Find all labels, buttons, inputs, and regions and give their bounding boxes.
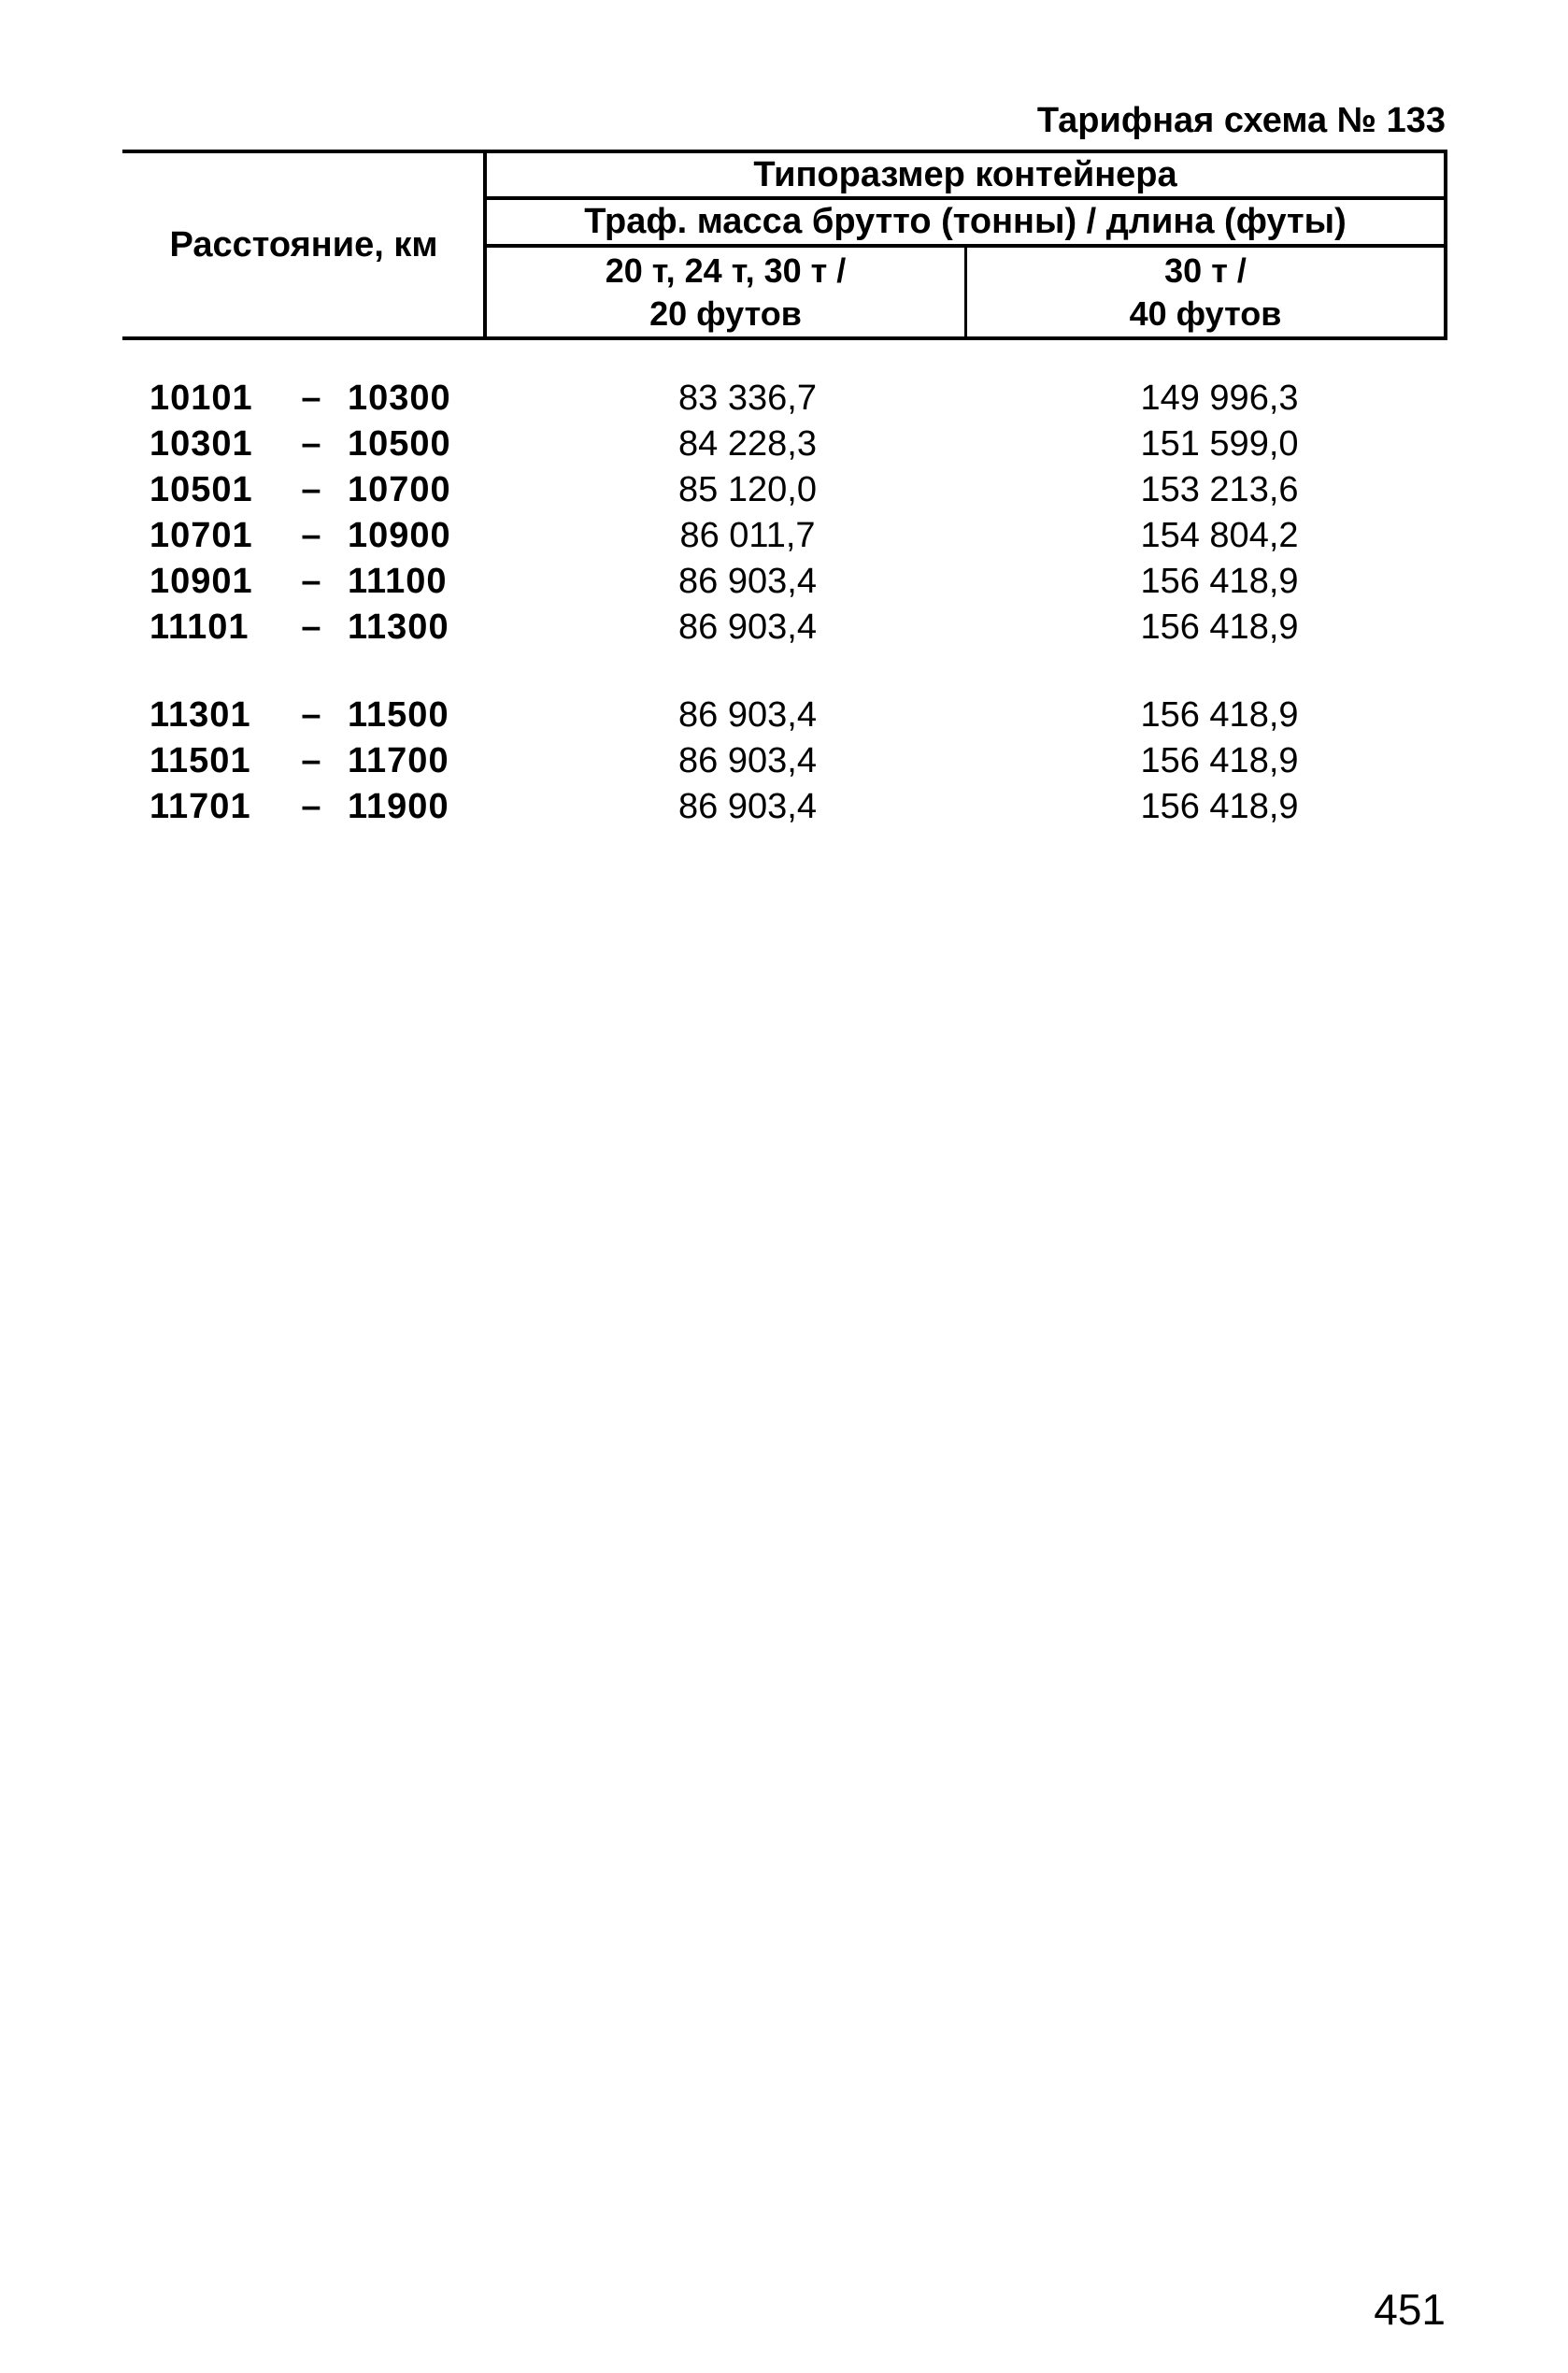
table-header [122, 150, 1447, 340]
distance-to: 11900 [348, 787, 449, 826]
distance-from: 10301 [150, 424, 253, 464]
distance-from: 10901 [150, 562, 253, 601]
tariff-20ft: 85 120,0 [678, 470, 817, 509]
tariff-20ft: 86 903,4 [678, 695, 817, 735]
table-body [150, 379, 1448, 833]
distance-from: 10701 [150, 516, 253, 555]
tariff-20ft: 84 228,3 [678, 424, 817, 464]
range-dash: – [301, 424, 321, 464]
tariff-20ft: 86 903,4 [678, 787, 817, 826]
tariff-40ft: 156 418,9 [1140, 608, 1299, 647]
container-header-grid [483, 150, 1447, 340]
tariff-40ft: 153 213,6 [1140, 470, 1299, 509]
range-dash: – [301, 787, 321, 826]
tariff-40ft: 151 599,0 [1140, 424, 1299, 464]
distance-from: 10101 [150, 379, 253, 418]
tariff-40ft: 156 418,9 [1140, 787, 1299, 826]
page-number: 451 [1374, 2285, 1446, 2334]
tariff-20ft: 83 336,7 [678, 379, 817, 418]
distance-to: 11300 [348, 608, 449, 647]
table-row [150, 516, 1448, 562]
distance-to: 11700 [348, 741, 449, 780]
range-dash: – [301, 379, 321, 418]
range-dash: – [301, 470, 321, 509]
tariff-20ft: 86 011,7 [679, 516, 816, 555]
col-20ft-header-line2: 20 футов [649, 293, 802, 333]
col-40ft-header [967, 248, 1444, 336]
col-20ft-header [487, 248, 967, 336]
table-row [150, 562, 1448, 608]
distance-to: 10900 [348, 516, 451, 555]
tariff-40ft: 156 418,9 [1140, 695, 1299, 735]
col-40ft-header-line2: 40 футов [1129, 293, 1282, 333]
distance-from: 11501 [150, 741, 251, 780]
distance-to: 10300 [348, 379, 451, 418]
distance-to: 10500 [348, 424, 451, 464]
mass-length-header: Траф. масса брутто (тонны) / длина (футы) [487, 200, 1444, 248]
distance-to: 11500 [348, 695, 449, 735]
distance-from: 11701 [150, 787, 251, 826]
schema-title: Тарифная схема № 133 [1036, 101, 1446, 140]
tariff-20ft: 86 903,4 [678, 608, 817, 647]
range-dash: – [301, 516, 321, 555]
tariff-40ft: 154 804,2 [1140, 516, 1299, 555]
distance-from: 10501 [150, 470, 253, 509]
range-dash: – [301, 562, 321, 601]
tariff-20ft: 86 903,4 [678, 741, 817, 780]
table-row [150, 741, 1448, 787]
distance-to: 11100 [348, 562, 448, 601]
col-40ft-header-line1: 30 т / [1164, 250, 1247, 290]
distance-to: 10700 [348, 470, 451, 509]
distance-column-header: Расстояние, км [169, 224, 438, 264]
group-gap [150, 653, 1448, 695]
table-row [150, 787, 1448, 833]
tariff-40ft: 156 418,9 [1140, 741, 1299, 780]
range-dash: – [301, 741, 321, 780]
distance-from: 11101 [150, 608, 249, 647]
tariff-20ft: 86 903,4 [678, 562, 817, 601]
col-20ft-header-line1: 20 т, 24 т, 30 т / [605, 250, 847, 290]
distance-from: 11301 [150, 695, 251, 735]
tariff-40ft: 149 996,3 [1140, 379, 1299, 418]
header-rule-bottom [122, 336, 1447, 340]
tariff-40ft: 156 418,9 [1140, 562, 1299, 601]
range-dash: – [301, 608, 321, 647]
table-row [150, 379, 1448, 424]
table-row [150, 424, 1448, 470]
range-dash: – [301, 695, 321, 735]
table-row [150, 470, 1448, 516]
container-size-header: Типоразмер контейнера [487, 153, 1444, 200]
table-row [150, 608, 1448, 653]
table-row [150, 695, 1448, 741]
